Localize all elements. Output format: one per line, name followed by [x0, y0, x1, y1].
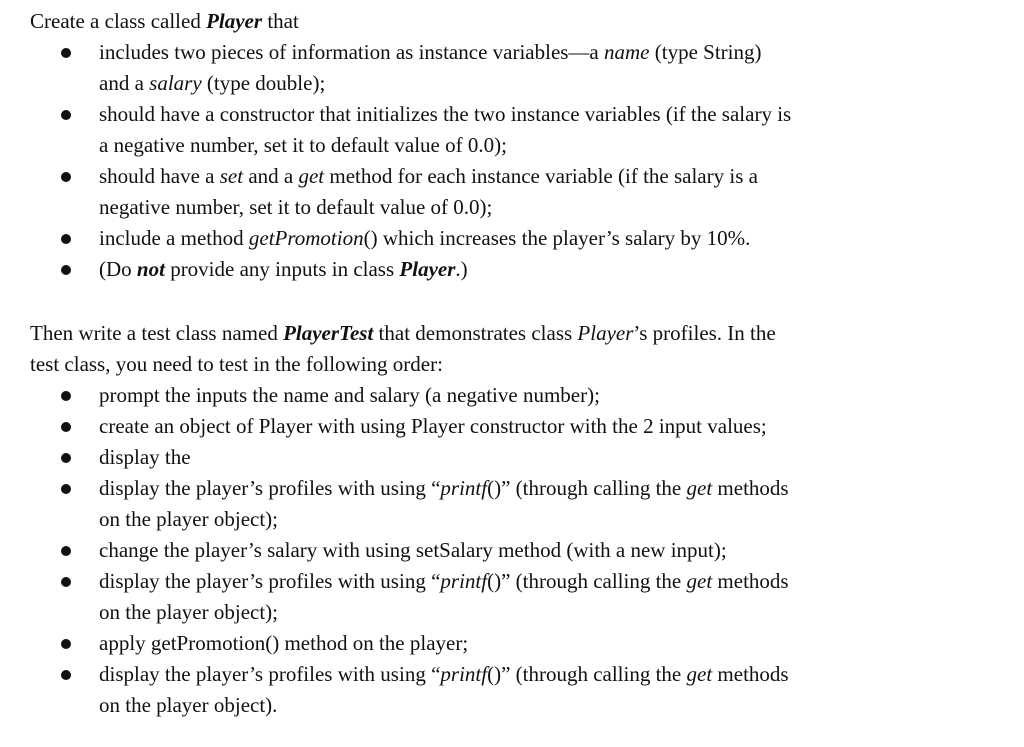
text-run: apply getPromotion() method on the player; [99, 631, 469, 655]
text-run: display the player’s profiles with using “ [99, 662, 441, 686]
italic-text: get [298, 164, 325, 188]
text-run: display the player’s profiles with using “ [99, 476, 441, 500]
italic-text: salary [149, 71, 202, 95]
text-run: methods [712, 476, 789, 500]
text-run: on the player object); [99, 507, 279, 531]
text-run: Then write a test class named [30, 321, 284, 345]
text-run: test class, you need to test in the following order: [30, 352, 443, 376]
text-run: (type double); [201, 71, 326, 95]
bold-italic-text: not [136, 257, 165, 281]
list-item [30, 442, 990, 473]
list-item [30, 161, 990, 223]
text-run: (type String) [649, 40, 762, 64]
bullet-icon [61, 234, 71, 244]
text-run: on the player object). [99, 693, 278, 717]
text-run: (Do [99, 257, 137, 281]
list-item [30, 535, 990, 566]
text-run: methods [712, 569, 789, 593]
italic-text: Player [577, 321, 634, 345]
text-run: methods [712, 662, 789, 686]
text-run: ()” (through calling the [487, 476, 687, 500]
text-run: and a [99, 71, 150, 95]
bullet-icon [61, 422, 71, 432]
text-run: ’s profiles. In the [633, 321, 776, 345]
text-run: ()” (through calling the [487, 569, 687, 593]
emphasis-text [399, 257, 455, 281]
text-run: includes two pieces of information as instance variables—a [99, 40, 605, 64]
text-run: negative number, set it to default value of 0.0); [99, 195, 493, 219]
text-run: ()” (through calling the [487, 662, 687, 686]
emphasis-text [137, 257, 165, 281]
text-run: change the player’s salary with using setSalary method (with a new input); [99, 538, 727, 562]
bullet-icon [61, 453, 71, 463]
italic-text: printf [440, 476, 488, 500]
document-page [30, 6, 990, 721]
text-run: prompt the inputs the name and salary (a negative number); [99, 383, 600, 407]
italic-text: get [686, 476, 713, 500]
intro-text-post: that [262, 9, 299, 33]
text-run: provide any inputs in class [164, 257, 400, 281]
bullet-icon [61, 670, 71, 680]
text-run: should have a constructor that initializes the two instance variables (if the salary is [99, 102, 792, 126]
text-run: on the player object); [99, 600, 279, 624]
text-run: and a [243, 164, 299, 188]
bullet-icon [61, 577, 71, 587]
text-run: display the player’s profiles with using “ [99, 569, 441, 593]
italic-text: set [219, 164, 244, 188]
text-run: that demonstrates class [373, 321, 578, 345]
intro-class-name: Player [206, 9, 263, 33]
italic-text: printf [440, 569, 488, 593]
text-run: a negative number, set it to default value of 0.0); [99, 133, 507, 157]
text-run: .) [455, 257, 468, 281]
bullet-icon [61, 484, 71, 494]
italic-text: getPromotion [248, 226, 364, 250]
list-item [30, 411, 990, 442]
requirements-list [30, 37, 990, 285]
intro-paragraph [30, 6, 990, 37]
list-item [30, 380, 990, 411]
list-item [30, 659, 990, 721]
text-run: create an object of Player with using Player constructor with the 2 input values; [99, 414, 767, 438]
bullet-icon [61, 546, 71, 556]
italic-text: get [686, 662, 713, 686]
list-item [30, 566, 990, 628]
italic-text: printf [440, 662, 488, 686]
list-item [30, 223, 990, 254]
list-item [30, 473, 990, 535]
list-item [30, 37, 990, 99]
list-item [30, 628, 990, 659]
text-run: display the [99, 445, 191, 469]
intro-text-pre: Create a class called [30, 9, 207, 33]
bold-italic-text: PlayerTest [283, 321, 374, 345]
text-run: should have a [99, 164, 220, 188]
bullet-icon [61, 110, 71, 120]
text-run: include a method [99, 226, 249, 250]
list-item [30, 99, 990, 161]
text-run: method for each instance variable (if the salary is a [324, 164, 758, 188]
bold-italic-text: Player [399, 257, 456, 281]
bullet-icon [61, 639, 71, 649]
italic-text: get [686, 569, 713, 593]
bullet-icon [61, 48, 71, 58]
italic-text: name [604, 40, 650, 64]
test-class-paragraph [30, 318, 990, 380]
bullet-icon [61, 391, 71, 401]
list-item [30, 254, 990, 285]
bullet-icon [61, 172, 71, 182]
test-steps-list [30, 380, 990, 721]
text-run: () which increases the player’s salary by 10%. [363, 226, 751, 250]
emphasis-text [283, 321, 373, 345]
bullet-icon [61, 265, 71, 275]
